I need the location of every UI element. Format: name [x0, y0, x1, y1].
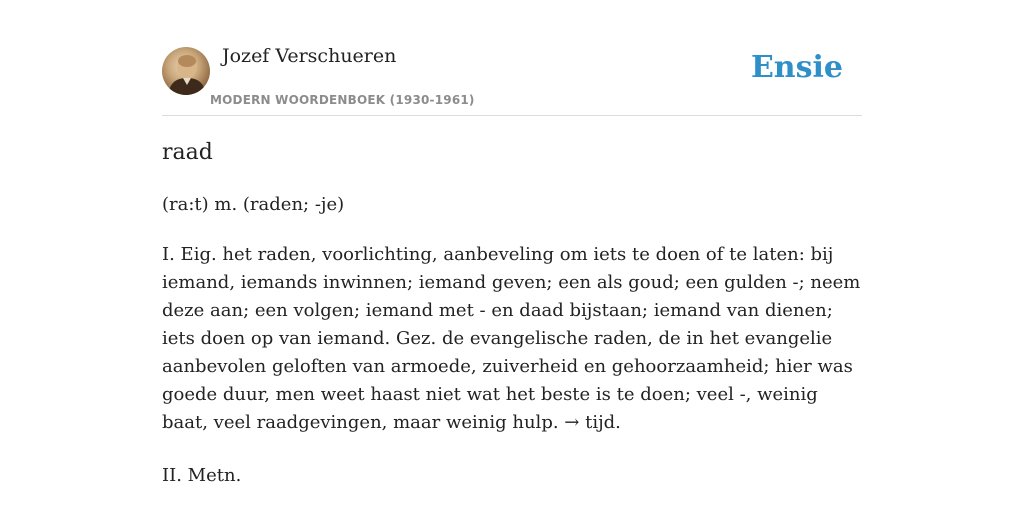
entry-definition-2: II. Metn.: [162, 465, 242, 486]
source-label[interactable]: MODERN WOORDENBOEK (1930-1961): [210, 93, 475, 107]
entry-pronunciation: (ra:t) m. (raden; -je): [162, 194, 345, 215]
entry-definition-1: I. Eig. het raden, voorlichting, aanbeveling om iets te doen of te laten: bij iemand, iemands inwinnen; iemand geven; een als goud; een gulden -; neem deze aan; een volgen; iemand met - en daad bijstaan; iemand van dienen; iets doen op van iemand. Gez. de evangelische raden, de in het evangelie aanbevolen geloften van armoede, zuiverheid en gehoorzaamheid; hier was goede duur, men weet haast niet wat het beste is te doen; veel -, weinig baat, veel raadgevingen, maar weinig hulp. → tijd.: [162, 244, 861, 433]
brand-logo[interactable]: Ensie: [750, 50, 843, 85]
author-avatar[interactable]: [162, 47, 210, 95]
entry-header: [162, 0, 862, 116]
author-name[interactable]: Jozef Verschueren: [222, 45, 397, 67]
entry-card: [162, 0, 862, 512]
entry-term: raad: [162, 140, 213, 165]
portrait-icon: [162, 47, 210, 95]
